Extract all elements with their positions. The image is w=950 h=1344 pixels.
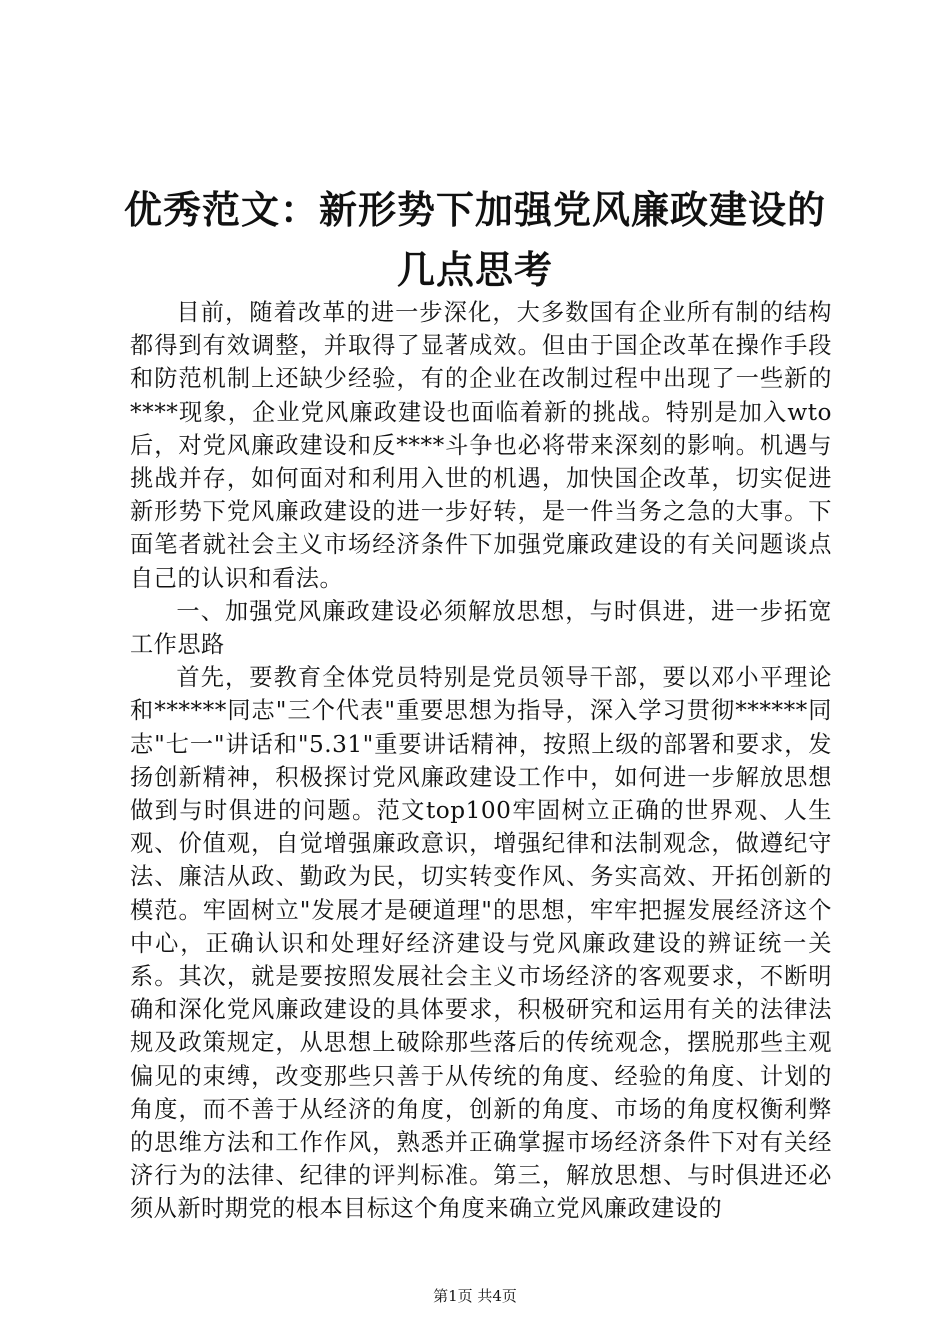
- document-body: [130, 296, 832, 1226]
- document-title: 优秀范文：新形势下加强党风廉政建设的几点思考: [123, 187, 826, 292]
- page-footer: 第1页 共4页: [433, 1287, 517, 1305]
- section-heading-one: 一、加强党风廉政建设必须解放思想，与时俱进，进一步拓宽工作思路: [130, 597, 832, 659]
- body-paragraph-intro: 目前，随着改革的进一步深化，大多数国有企业所有制的结构都得到有效调整，并取得了显著成效。但由于国企改革在操作手段和防范机制上还缺少经验，有的企业在改制过程中出现了一些新的****现象，企业党风廉政建设也面临着新的挑战。特别是加入wto后，对党风廉政建设和反****斗争也必将带来深刻的影响。机遇与挑战并存，如何面对和利用入世的机遇，加快国企改革，切实促进新形势下党风廉政建设的进一步好转，是一件当务之急的大事。下面笔者就社会主义市场经济条件下加强党廉政建设的有关问题谈点自己的认识和看法。: [130, 299, 832, 592]
- body-paragraph-section-one: 首先，要教育全体党员特别是党员领导干部，要以邓小平理论和******同志"三个代表"重要思想为指导，深入学习贯彻******同志"七一"讲话和"5.31"重要讲话精神，按照上级的部署和要求，发扬创新精神，积极探讨党风廉政建设工作中，如何进一步解放思想做到与时俱进的问题。范文top100牢固树立正确的世界观、人生观、价值观，自觉增强廉政意识，增强纪律和法制观念，做遵纪守法、廉洁从政、勤政为民，切实转变作风、务实高效、开拓创新的模范。牢固树立"发展才是硬道理"的思想，牢牢把握发展经济这个中心，正确认识和处理好经济建设与党风廉政建设的辨证统一关系。其次，就是要按照发展社会主义市场经济的客观要求，不断明确和深化党风廉政建设的具体要求，积极研究和运用有关的法律法规及政策规定，从思想上破除那些落后的传统观念，摆脱那些主观偏见的束缚，改变那些只善于从传统的角度、经验的角度、计划的角度，而不善于从经济的角度，创新的角度、市场的角度权衡利弊的思维方法和工作作风，熟悉并正确掌握市场经济条件下对有关经济行为的法律、纪律的评判标准。第三，解放思想、与时俱进还必须从新时期党的根本目标这个角度来确立党风廉政建设的: [130, 664, 832, 1223]
